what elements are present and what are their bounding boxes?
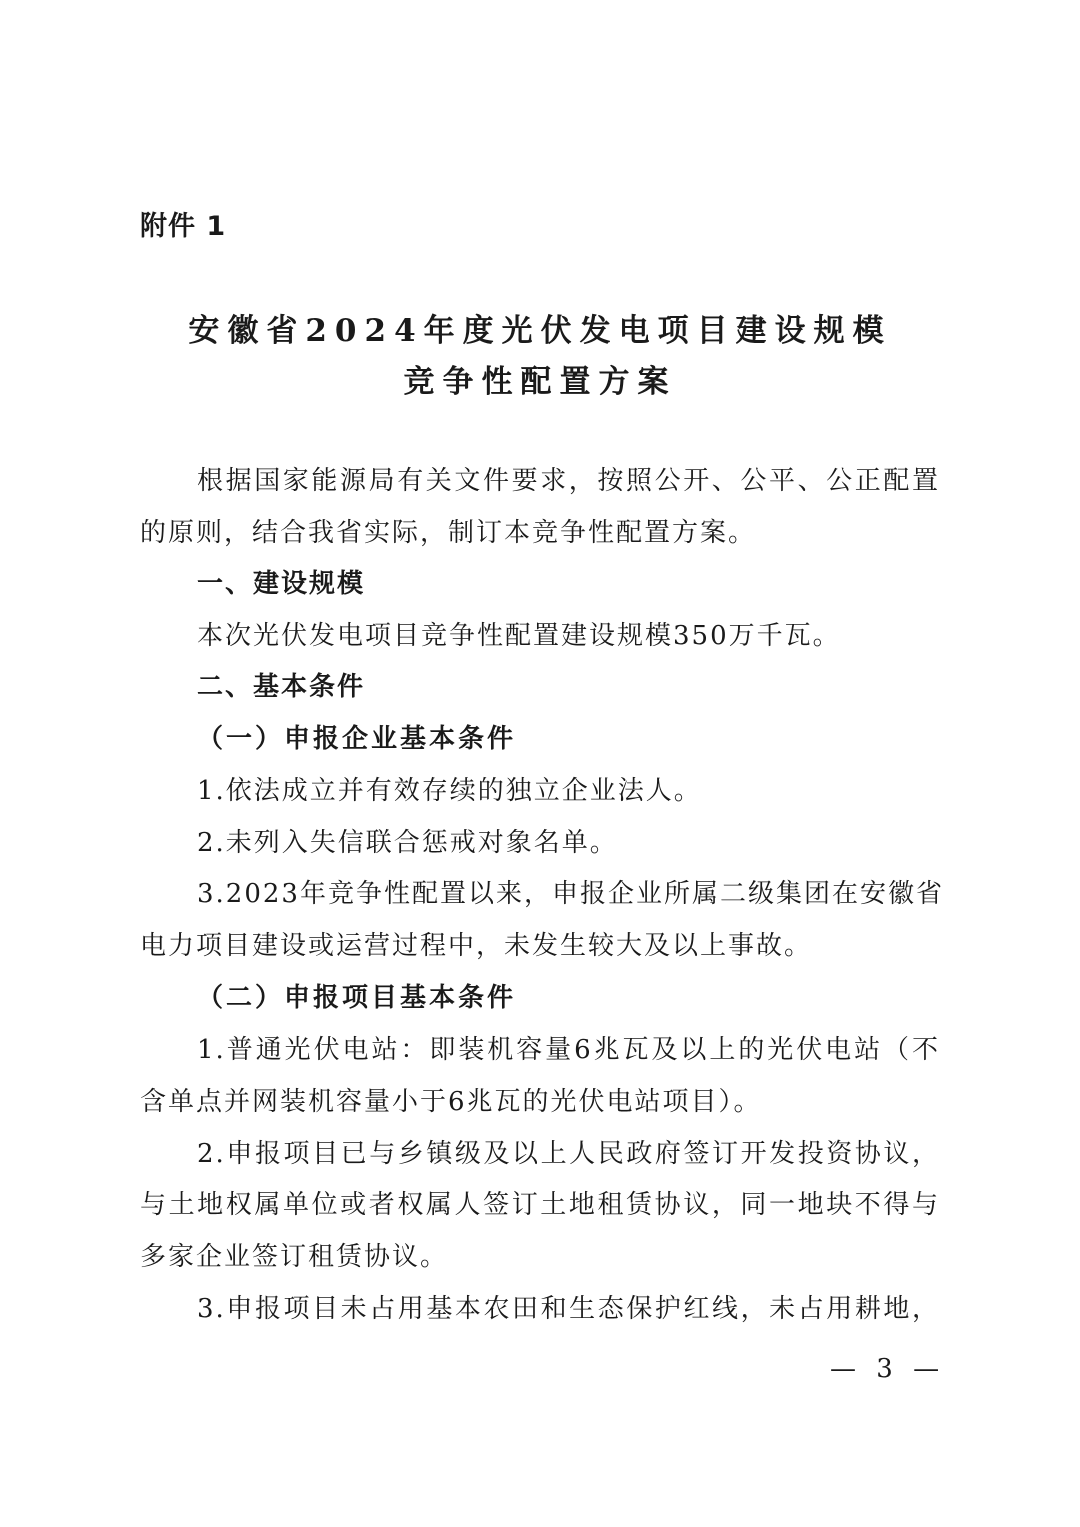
subsection-2-item-2-line-3: 多家企业签订租赁协议。: [140, 1242, 449, 1272]
document-title-line-1: 安徽省2024年度光伏发电项目建设规模: [188, 313, 892, 349]
subsection-1-heading: （一）申报企业基本条件: [197, 724, 517, 754]
subsection-1-item-3-line-1: 3.2023年竞争性配置以来，申报企业所属二级集团在安徽省: [197, 879, 944, 909]
subsection-2-item-1-line-2: 含单点并网装机容量小于6兆瓦的光伏电站项目）。: [140, 1087, 762, 1117]
section-2-heading: 二、基本条件: [197, 672, 366, 702]
subsection-2-item-3-line-1: 3.申报项目未占用基本农田和生态保护红线，未占用耕地，: [197, 1294, 940, 1324]
subsection-2-item-2-line-2: 与土地权属单位或者权属人签订土地租赁协议，同一地块不得与: [140, 1190, 940, 1220]
attachment-label: 附件 1: [140, 211, 227, 242]
subsection-2-heading: （二）申报项目基本条件: [197, 983, 517, 1013]
subsection-2-item-2-line-1: 2.申报项目已与乡镇级及以上人民政府签订开发投资协议，: [197, 1139, 940, 1169]
intro-paragraph-line-1: 根据国家能源局有关文件要求，按照公开、公平、公正配置: [197, 466, 940, 496]
subsection-1-item-2: 2.未列入失信联合惩戒对象名单。: [197, 828, 618, 858]
subsection-1-item-3-line-2: 电力项目建设或运营过程中，未发生较大及以上事故。: [140, 931, 813, 961]
document-title-line-2: 竞争性配置方案: [403, 364, 677, 400]
section-1-heading: 一、建设规模: [197, 569, 366, 599]
section-1-text: 本次光伏发电项目竞争性配置建设规模350万千瓦。: [197, 621, 841, 651]
intro-paragraph-line-2: 的原则，结合我省实际，制订本竞争性配置方案。: [140, 518, 757, 548]
subsection-1-item-1: 1.依法成立并有效存续的独立企业法人。: [197, 776, 702, 806]
page-number: — 3 —: [830, 1354, 946, 1384]
subsection-2-item-1-line-1: 1.普通光伏电站：即装机容量6兆瓦及以上的光伏电站（不: [197, 1035, 940, 1065]
